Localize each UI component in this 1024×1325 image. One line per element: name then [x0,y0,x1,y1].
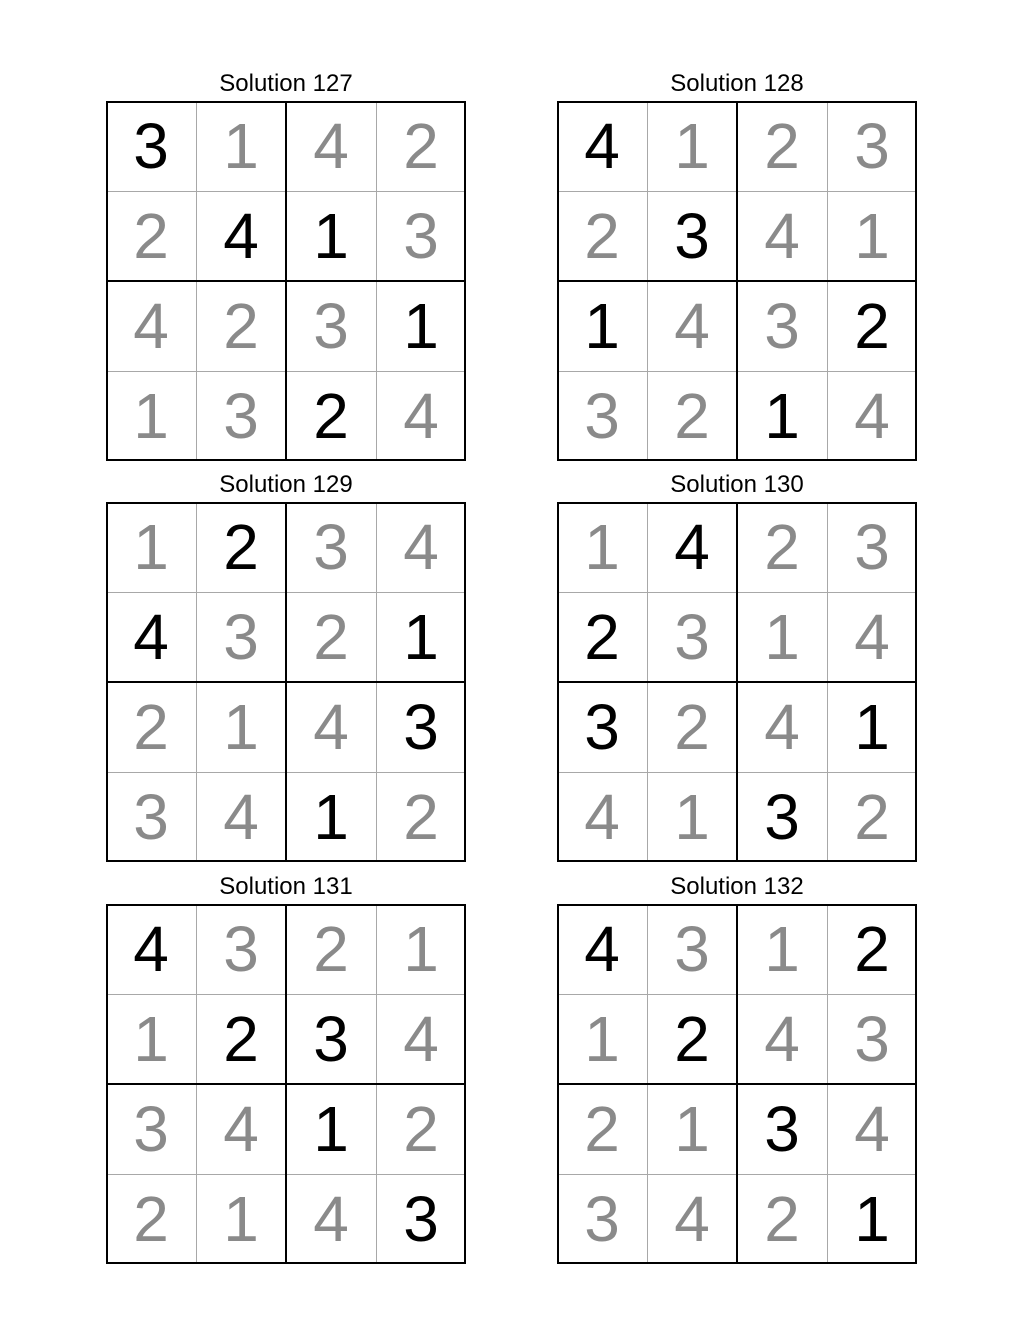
solution-digit-cell: 3 [403,200,439,272]
solution-digit-cell: 1 [584,1003,620,1075]
puzzle-title: Solution 128 [670,70,804,97]
given-digit-cell: 1 [313,781,349,853]
solution-digit-cell: 4 [403,380,439,452]
solution-digit-cell: 4 [403,1003,439,1075]
solution-digit-cell: 1 [133,1003,169,1075]
solution-digit-cell: 3 [854,1003,890,1075]
solution-digit-cell: 3 [313,511,349,583]
solution-digit-cell: 4 [223,1093,259,1165]
given-digit-cell: 4 [133,601,169,673]
puzzle-title: Solution 131 [219,873,353,900]
given-digit-cell: 4 [223,200,259,272]
solution-digit-cell: 4 [764,691,800,763]
solution-digit-cell: 4 [313,110,349,182]
solution-digit-cell: 4 [764,200,800,272]
solution-digit-cell: 2 [764,1183,800,1255]
solution-digit-cell: 2 [313,601,349,673]
given-digit-cell: 3 [764,781,800,853]
sudoku-puzzle [557,70,917,461]
sudoku-puzzle [106,471,466,862]
solution-digit-cell: 1 [403,913,439,985]
solution-digit-cell: 3 [854,511,890,583]
given-digit-cell: 2 [584,601,620,673]
sudoku-puzzle [557,471,917,862]
solution-digit-cell: 4 [313,691,349,763]
solution-digit-cell: 2 [854,781,890,853]
solution-digit-cell: 2 [133,691,169,763]
given-digit-cell: 1 [313,200,349,272]
given-digit-cell: 2 [223,1003,259,1075]
sudoku-puzzle [106,873,466,1264]
solution-digit-cell: 1 [674,110,710,182]
puzzle-title: Solution 130 [670,471,804,498]
given-digit-cell: 3 [674,200,710,272]
given-digit-cell: 3 [584,691,620,763]
given-digit-cell: 3 [403,691,439,763]
solution-digit-cell: 2 [403,110,439,182]
solution-digit-cell: 3 [133,1093,169,1165]
given-digit-cell: 2 [854,913,890,985]
solution-digit-cell: 4 [674,290,710,362]
sudoku-grid [557,904,917,1264]
solution-digit-cell: 4 [764,1003,800,1075]
given-digit-cell: 4 [133,913,169,985]
solution-digit-cell: 1 [674,781,710,853]
solution-digit-cell: 4 [313,1183,349,1255]
given-digit-cell: 3 [764,1093,800,1165]
solution-digit-cell: 3 [313,290,349,362]
solution-digit-cell: 4 [854,601,890,673]
solution-digit-cell: 2 [313,913,349,985]
solution-digit-cell: 2 [674,380,710,452]
solution-digit-cell: 2 [133,200,169,272]
given-digit-cell: 1 [764,380,800,452]
solution-digit-cell: 1 [854,200,890,272]
solution-digit-cell: 4 [223,781,259,853]
solution-digit-cell: 4 [854,1093,890,1165]
solution-digit-cell: 1 [764,601,800,673]
solution-digit-cell: 4 [133,290,169,362]
solution-digit-cell: 2 [403,781,439,853]
given-digit-cell: 1 [854,1183,890,1255]
given-digit-cell: 3 [313,1003,349,1075]
solution-digit-cell: 3 [764,290,800,362]
solution-digit-cell: 4 [854,380,890,452]
given-digit-cell: 1 [403,601,439,673]
puzzle-title: Solution 127 [219,70,353,97]
sudoku-grid [106,502,466,862]
solution-digit-cell: 2 [584,200,620,272]
solution-digit-cell: 1 [223,1183,259,1255]
solution-digit-cell: 1 [223,691,259,763]
sudoku-puzzle [106,70,466,461]
solution-digit-cell: 1 [764,913,800,985]
solution-digit-cell: 2 [403,1093,439,1165]
puzzle-title: Solution 132 [670,873,804,900]
given-digit-cell: 2 [854,290,890,362]
sudoku-grid [106,904,466,1264]
solution-digit-cell: 4 [403,511,439,583]
solution-digit-cell: 1 [674,1093,710,1165]
sudoku-puzzle [557,873,917,1264]
solution-digit-cell: 4 [584,781,620,853]
solution-digit-cell: 1 [223,110,259,182]
solution-digit-cell: 3 [584,380,620,452]
solution-digit-cell: 3 [223,601,259,673]
given-digit-cell: 1 [854,691,890,763]
sudoku-grid [557,101,917,461]
solution-digit-cell: 2 [764,110,800,182]
solution-digit-cell: 3 [674,601,710,673]
given-digit-cell: 1 [584,290,620,362]
given-digit-cell: 4 [584,110,620,182]
sudoku-grid [106,101,466,461]
solution-digit-cell: 4 [674,1183,710,1255]
given-digit-cell: 2 [674,1003,710,1075]
given-digit-cell: 2 [223,511,259,583]
given-digit-cell: 1 [313,1093,349,1165]
solution-digit-cell: 1 [133,511,169,583]
solution-digit-cell: 2 [133,1183,169,1255]
given-digit-cell: 2 [313,380,349,452]
solution-digit-cell: 3 [584,1183,620,1255]
given-digit-cell: 1 [403,290,439,362]
solution-digit-cell: 1 [133,380,169,452]
solution-digit-cell: 2 [584,1093,620,1165]
solution-digit-cell: 2 [674,691,710,763]
solution-digit-cell: 3 [223,913,259,985]
sudoku-grid [557,502,917,862]
solution-digit-cell: 2 [223,290,259,362]
solution-digit-cell: 3 [133,781,169,853]
solution-digit-cell: 3 [854,110,890,182]
solution-digit-cell: 3 [223,380,259,452]
solution-digit-cell: 3 [674,913,710,985]
given-digit-cell: 4 [584,913,620,985]
puzzle-title: Solution 129 [219,471,353,498]
given-digit-cell: 4 [674,511,710,583]
solution-digit-cell: 2 [764,511,800,583]
given-digit-cell: 3 [133,110,169,182]
given-digit-cell: 3 [403,1183,439,1255]
solution-digit-cell: 1 [584,511,620,583]
